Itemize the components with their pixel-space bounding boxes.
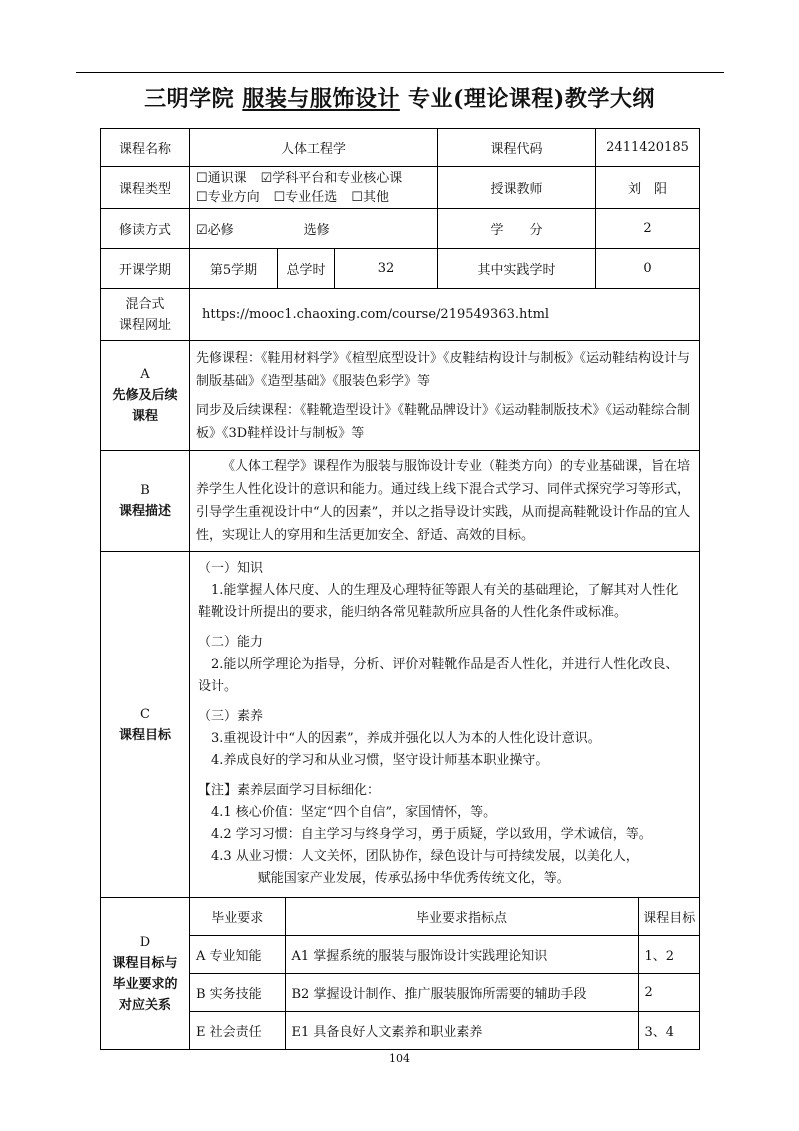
note-item-4-3: 4.3 从业习惯：人文关怀，团队协作，绿色设计与可持续发展，以美化人， [211,849,639,864]
type-option-general[interactable]: ☐通识课 [196,170,247,186]
mapping-requirement: B 实务技能 [190,974,285,1012]
section-b-content [190,451,700,552]
type-option-core[interactable]: ☑学科平台和专业核心课 [260,170,403,186]
mapping-requirement: A 专业知能 [190,936,285,974]
row-course-name [101,129,700,167]
course-name-value: 人体工程学 [190,129,438,167]
course-url-label [101,289,190,341]
objective-ability-text: 2.能以所学理论为指导，分析、评价对鞋靴作品是否人性化，并进行人性化改良、设计。 [198,657,679,694]
section-b-title: 课程描述 [118,504,171,519]
section-d-title-line3: 对应关系 [118,997,171,1013]
study-mode-label: 修读方式 [101,209,190,249]
mapping-objective: 1、2 [638,936,700,974]
row-section-b [101,451,700,552]
section-b-label [101,451,190,552]
course-url-label-line2: 课程网址 [118,317,171,333]
course-type-options [190,167,438,209]
section-d-label [101,898,190,1050]
type-options-row1 [196,169,431,188]
objective-quality-text-4: 4.养成良好的学习和从业习惯，坚守设计师基本职业操守。 [211,753,549,768]
practice-hours-value: 0 [596,249,700,289]
mapping-header-requirement: 毕业要求 [190,898,285,936]
title-major: 服装与服饰设计 [242,86,400,112]
course-url-label-line1: 混合式 [125,296,165,312]
row-course-url [101,289,700,341]
type-options-row2 [196,188,431,207]
section-c-letter: C [140,706,150,722]
credit-value: 2 [596,209,700,249]
study-elective-option[interactable]: 选修 [303,223,330,238]
objective-quality-heading: （三）素养 [198,709,264,724]
mapping-indicator: B2 掌握设计制作、推广服装服饰所需要的辅助手段 [285,974,638,1012]
row-semester [101,249,700,289]
page-title [0,82,799,113]
mapping-row [190,974,700,1012]
prerequisite-courses: 先修课程：《鞋用材料学》《楦型底型设计》《皮鞋结构设计与制板》《运动鞋结构设计与制版基础》《造型基础》《服装色彩学》等 [196,350,691,389]
section-a-title-line1: 先修及后续 [112,388,178,403]
note-item-4-1: 4.1 核心价值：坚定“四个自信”，家国情怀，等。 [211,805,497,820]
teacher-value: 刘 阳 [596,167,700,209]
section-a-title-line2: 课程 [131,409,158,424]
syllabus-table [100,128,700,1050]
objective-quality-text-3: 3.重视设计中“人的因素”，养成并强化以人为本的人性化设计意识。 [211,731,601,746]
mapping-row [190,936,700,974]
hours-value: 32 [335,249,438,289]
study-required-option[interactable]: ☑必修 [196,223,234,238]
mapping-objective: 3、4 [638,1012,700,1050]
course-code-label: 课程代码 [438,129,596,167]
row-section-a [101,341,700,451]
row-study-mode [101,209,700,249]
mapping-requirement: E 社会责任 [190,1012,285,1050]
course-code-value: 2411420185 [596,129,700,167]
teacher-label: 授课教师 [438,167,596,209]
mapping-header-objective: 课程目标 [638,898,700,936]
mapping-header-row [190,898,700,936]
section-d-title-line1: 课程目标与 [112,955,178,971]
title-suffix: 专业(理论课程)教学大纲 [408,86,655,112]
course-type-label: 课程类型 [101,167,190,209]
type-option-other[interactable]: ☐其他 [351,189,389,205]
title-school: 三明学院 [144,86,235,112]
course-description: 《人体工程学》课程作为服装与服饰设计专业（鞋类方向）的专业基础课，旨在培养学生人性化设计的意识和能力。通过线上线下混合式学习、同伴式探究学习等形式，引导学生重视设计中“人的因素”，并以之指导设计实践，从而提高鞋靴设计作品的宜人性，实现让人的穿用和生活更加安全、舒适、高效的目标。 [196,459,691,543]
course-name-label: 课程名称 [101,129,190,167]
row-section-d [101,898,700,1050]
note-item-4-3-cont: 赋能国家产业发展，传承弘扬中华优秀传统文化，等。 [257,871,570,886]
note-item-4-2: 4.2 学习习惯：自主学习与终身学习，勇于质疑，学以致用，学术诚信，等。 [211,827,652,842]
header-rule [76,72,724,73]
course-url-link[interactable]: https://mooc1.chaoxing.com/course/219549363.html [190,289,700,341]
section-a-content [190,341,700,451]
page-number: 104 [389,1052,410,1065]
mapping-row [190,1012,700,1050]
objective-ability-heading: （二）能力 [198,635,264,650]
section-d-content [190,898,700,1050]
row-section-c [101,552,700,898]
mapping-indicator: A1 掌握系统的服装与服饰设计实践理论知识 [285,936,638,974]
mapping-objective: 2 [638,974,700,1012]
note-heading: 【注】素养层面学习目标细化： [198,783,381,798]
semester-label: 开课学期 [101,249,190,289]
practice-hours-label: 其中实践学时 [438,249,596,289]
graduation-mapping-table [190,898,700,1049]
mapping-indicator: E1 具备良好人文素养和职业素养 [285,1012,638,1050]
section-b-letter: B [140,483,150,498]
section-d-letter: D [139,934,151,950]
type-option-elective[interactable]: ☐专业任选 [273,189,338,205]
mapping-header-indicator: 毕业要求指标点 [285,898,638,936]
objective-knowledge-text: 1.能掌握人体尺度、人的生理及心理特征等跟人有关的基础理论，了解其对人性化鞋靴设计所提出的要求，能归纳各常见鞋款所应具备的人性化条件或标准。 [198,583,679,620]
follow-up-courses: 同步及后续课程：《鞋靴造型设计》《鞋靴品牌设计》《运动鞋制版技术》《运动鞋综合制板》《3D鞋样设计与制板》等 [196,402,691,441]
credit-label: 学 分 [438,209,596,249]
semester-value: 第5学期 [190,249,278,289]
row-course-type [101,167,700,209]
hours-label: 总学时 [278,249,335,289]
objective-knowledge-heading: （一）知识 [198,561,264,576]
section-c-label [101,552,190,898]
section-a-letter: A [140,367,150,382]
section-a-label [101,341,190,451]
section-c-title: 课程目标 [118,727,171,743]
study-mode-options [190,209,438,249]
section-c-content [190,552,700,898]
section-d-title-line2: 毕业要求的 [112,976,178,992]
type-option-direction[interactable]: ☐专业方向 [196,189,260,205]
